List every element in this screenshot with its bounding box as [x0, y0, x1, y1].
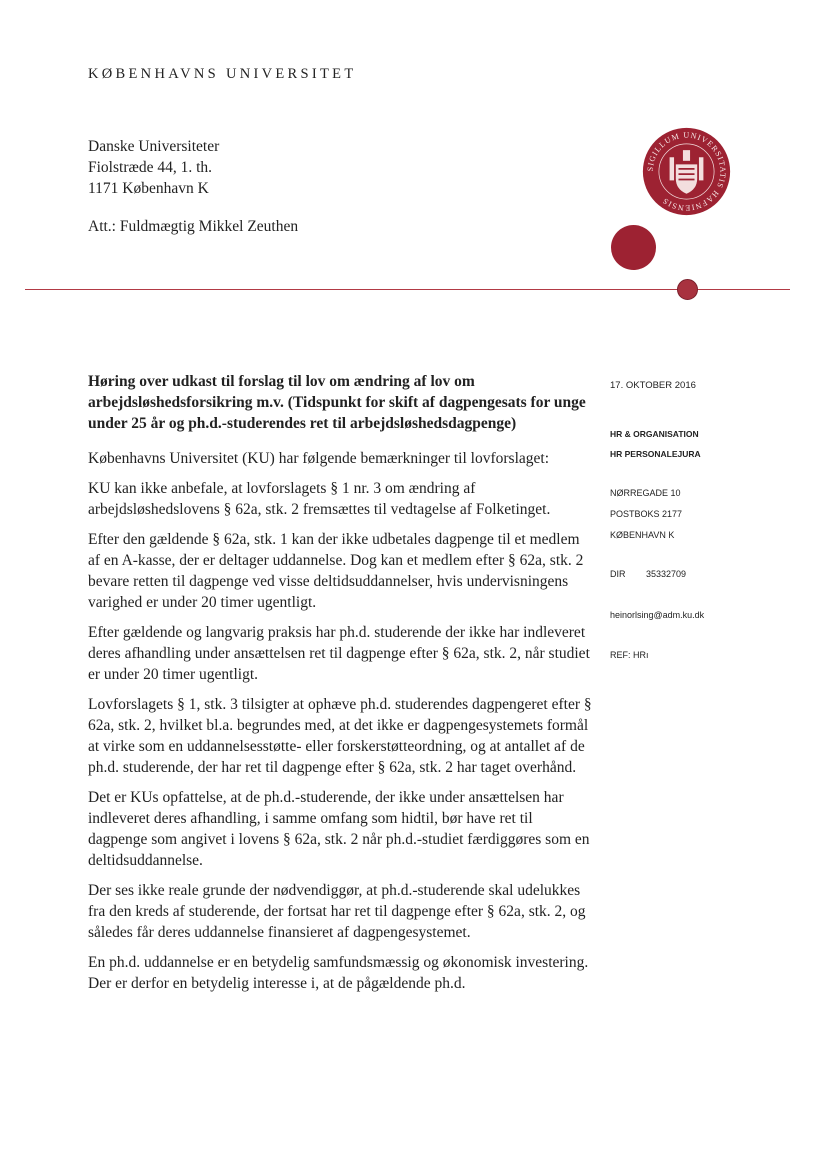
- phone-label: DIR: [610, 569, 626, 579]
- decorative-dot: [611, 225, 656, 270]
- university-name: KØBENHAVNS UNIVERSITET: [88, 66, 357, 82]
- paragraph: Efter den gældende § 62a, stk. 1 kan der ikke udbetales dagpenge til et medlem af en A-kasse, der er deltager uddannelse. Dog kan et medlem efter § 62a, stk. 2 bevare retten til dagpenge ved visse deltidsuddannelser, hvis undervisningens varighed er under 20 timer ugentligt.: [88, 531, 584, 611]
- paragraph: Efter gældende og langvarig praksis har ph.d. studerende der ikke har indleveret deres afhandling under ansættelsen ret til dagpenge efter § 62a, stk. 2, når studiet er under 20 timer ugentligt.: [88, 624, 590, 683]
- attention-line: Att.: Fuldmægtig Mikkel Zeuthen: [88, 218, 299, 235]
- rule-dot: [677, 279, 698, 300]
- paragraph: En ph.d. uddannelse er en betydelig samfundsmæssig og økonomisk investering. Der er derfor en betydelig interesse i, at de pågældende ph.d.: [88, 954, 589, 992]
- paragraph: Der ses ikke reale grunde der nødvendiggør, at ph.d.-studerende skal udelukkes fra den kreds af studerende, der fortsat har ret til dagpenge efter § 62a, stk. 2, og således får deres uddannelse finansieret af dagpengesystemet.: [88, 882, 586, 941]
- university-seal-icon: [642, 127, 731, 216]
- recipient-line: Fiolstræde 44, 1. th.: [88, 159, 213, 176]
- seal-text: SIGILLUM UNIVERSITATIS HAFNIENSIS: [645, 130, 728, 213]
- department: HR & ORGANISATION: [610, 429, 699, 439]
- letter-date: 17. OKTOBER 2016: [610, 380, 696, 391]
- letter-subject: Høring over udkast til forslag til lov om ændring af lov om arbejdsløshedsforsikring m.v. (Tidspunkt for skift af dagpengesats for unge under 25 år og ph.d.-studerendes ret til arbejdsløshedsdagpenge): [88, 373, 586, 432]
- paragraph: Det er KUs opfattelse, at de ph.d.-studerende, der ikke under ansættelsen har indleveret deres afhandling, i samme omfang som hidtil, bør have ret til dagpenge som angivet i lovens § 62a, stk. 2 når ph.d.-studiet færdiggøres som en deltidsuddannelse.: [88, 789, 590, 869]
- sender-address-line: KØBENHAVN K: [610, 530, 675, 540]
- section: HR PERSONALEJURA: [610, 449, 701, 459]
- letter-body: [88, 371, 593, 1003]
- recipient-address: [88, 136, 219, 199]
- paragraph: Københavns Universitet (KU) har følgende bemærkninger til lovforslaget:: [88, 450, 550, 467]
- paragraph: KU kan ikke anbefale, at lovforslagets § 1 nr. 3 om ændring af arbejdsløshedslovens § 62a, stk. 2 fremsættes til vedtagelse af Folketinget.: [88, 480, 551, 518]
- reference: REF: HRı: [610, 650, 649, 660]
- paragraph: Lovforslagets § 1, stk. 3 tilsigter at ophæve ph.d. studerendes dagpengeret efter § 62a, stk. 2, hvilket bl.a. begrundes med, at det ikke er dagpengesystemets formål at virke som en uddannelsesstøtte- eller forskerstøtteordning, og at antallet af de ph.d. studerende, der har ret til dagpenge efter § 62a, stk. 2 har taget overhånd.: [88, 696, 592, 776]
- recipient-line: 1171 København K: [88, 180, 209, 197]
- sender-address-line: NØRREGADE 10: [610, 488, 681, 498]
- sender-address-line: POSTBOKS 2177: [610, 509, 683, 519]
- recipient-line: Danske Universiteter: [88, 138, 220, 155]
- email-address: heinorlsing@adm.ku.dk: [610, 610, 705, 620]
- phone-number: 35332709: [646, 569, 687, 579]
- header-rule: [25, 289, 790, 290]
